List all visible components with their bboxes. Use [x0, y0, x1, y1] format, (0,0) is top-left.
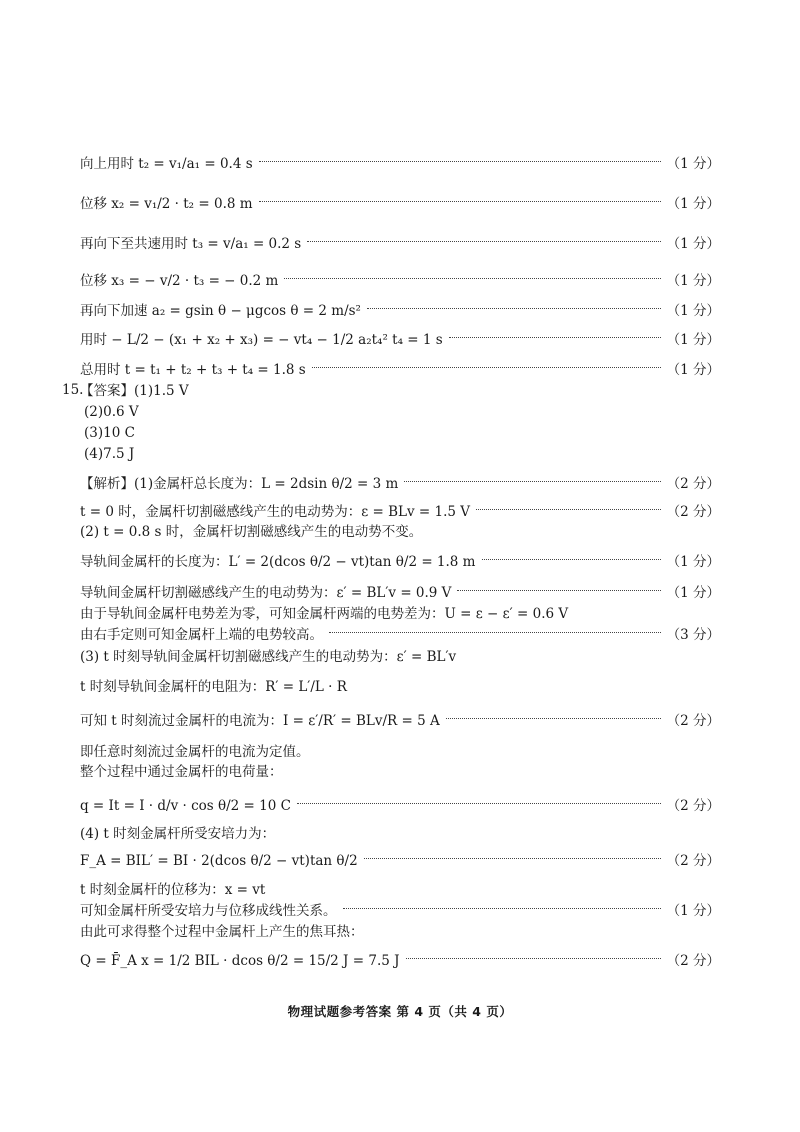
dot-leader [364, 858, 661, 859]
solution-line [80, 155, 720, 173]
solution-line [80, 902, 720, 920]
dot-leader [446, 718, 661, 719]
score-label: （1 分） [666, 585, 720, 601]
solution-line [80, 302, 720, 320]
score-label: （1 分） [666, 554, 720, 570]
formula-text: 导轨间金属杆的长度为：L′ = 2(dcos θ/2 − vt)tan θ/2 = 1.8 m [80, 554, 476, 570]
score-label: （1 分） [666, 362, 720, 378]
dot-leader [284, 278, 660, 279]
answer-item: (4)7.5 J [84, 446, 135, 462]
formula-text: 导轨间金属杆切割磁感线产生的电动势为：ε′ = BL′v = 0.9 V [80, 585, 452, 601]
solution-line [80, 605, 720, 623]
dot-leader [297, 803, 661, 804]
solution-line [80, 648, 720, 666]
score-label: （1 分） [666, 303, 720, 319]
solution-line [80, 523, 720, 541]
dot-leader [482, 559, 661, 560]
formula-text: 位移 x₂ = v₁/2 · t₂ = 0.8 m [80, 196, 253, 212]
formula-text: t 时刻金属杆的位移为：x = vt [80, 882, 266, 898]
dot-leader [259, 201, 661, 202]
dot-leader [307, 241, 660, 242]
formula-text: 由于导轨间金属杆电势差为零，可知金属杆两端的电势差为：U = ε − ε′ = 0.6 V [80, 606, 569, 622]
solution-line [80, 743, 720, 761]
solution-line [80, 852, 720, 870]
dot-leader [476, 509, 661, 510]
solution-line [80, 825, 720, 843]
formula-text: 由右手定则可知金属杆上端的电势较高。 [80, 627, 323, 643]
formula-text: t = 0 时，金属杆切割磁感线产生的电动势为：ε = BLv = 1.5 V [80, 504, 471, 520]
score-label: （1 分） [666, 156, 720, 172]
solution-line [80, 235, 720, 253]
question-number: 15. [62, 382, 84, 398]
formula-text: q = It = I · d/v · cos θ/2 = 10 C [80, 798, 291, 814]
answer-item: (3)10 C [84, 425, 135, 441]
score-label: （1 分） [666, 196, 720, 212]
formula-text: F_A = BIL′ = BI · 2(dcos θ/2 − vt)tan θ/2 [80, 853, 358, 869]
dot-leader [449, 337, 661, 338]
score-label: （2 分） [666, 953, 720, 969]
dot-leader [457, 590, 660, 591]
answer-item: (2)0.6 V [84, 404, 139, 420]
formula-text: 可知金属杆所受安培力与位移成线性关系。 [80, 903, 337, 919]
score-label: （3 分） [666, 627, 720, 643]
solution-line [80, 763, 720, 781]
formula-text: Q = F̄_A x = 1/2 BIL · dcos θ/2 = 15/2 J = 7.5 J [80, 953, 400, 969]
formula-text: (3) t 时刻导轨间金属杆切割磁感线产生的电动势为：ε′ = BL′v [80, 649, 457, 665]
dot-leader [367, 308, 661, 309]
formula-text: 再向下加速 a₂ = gsin θ − μgcos θ = 2 m/s² [80, 303, 361, 319]
solution-line [80, 678, 720, 696]
solution-line [80, 361, 720, 379]
formula-text: (4) t 时刻金属杆所受安培力为： [80, 826, 276, 842]
solution-line [80, 881, 720, 899]
answer-heading: 【答案】(1)1.5 V [80, 383, 189, 399]
dot-leader [404, 481, 660, 482]
solution-line [80, 553, 720, 571]
solution-line [80, 331, 720, 349]
solution-line [80, 195, 720, 213]
formula-text: 向上用时 t₂ = v₁/a₁ = 0.4 s [80, 156, 253, 172]
formula-text: 位移 x₃ = − v/2 · t₃ = − 0.2 m [80, 273, 279, 289]
formula-text: 用时 − L/2 − (x₁ + x₂ + x₃) = − vt₄ − 1/2 a₂t₄² t₄ = 1 s [80, 332, 443, 348]
score-label: （1 分） [666, 236, 720, 252]
solution-line [80, 626, 720, 644]
dot-leader [259, 161, 661, 162]
solution-line [80, 475, 720, 493]
score-label: （2 分） [666, 853, 720, 869]
solution-line [80, 923, 720, 941]
formula-text: (2) t = 0.8 s 时，金属杆切割磁感线产生的电动势不变。 [80, 524, 423, 540]
formula-text: 即任意时刻流过金属杆的电流为定值。 [80, 744, 310, 760]
formula-text: 总用时 t = t₁ + t₂ + t₃ + t₄ = 1.8 s [80, 362, 306, 378]
score-label: （1 分） [666, 903, 720, 919]
solution-line [80, 272, 720, 290]
dot-leader [406, 958, 661, 959]
page-footer: 物理试题参考答案 第 4 页（共 4 页） [287, 1004, 513, 1019]
dot-leader [343, 908, 661, 909]
solution-line [80, 712, 720, 730]
solution-line [80, 952, 720, 970]
score-label: （1 分） [666, 273, 720, 289]
formula-text: t 时刻导轨间金属杆的电阻为：R′ = L′/L · R [80, 679, 347, 695]
score-label: （2 分） [666, 713, 720, 729]
solution-line [80, 503, 720, 521]
formula-text: 再向下至共速用时 t₃ = v/a₁ = 0.2 s [80, 236, 302, 252]
formula-text: 由此可求得整个过程中金属杆上产生的焦耳热： [80, 924, 364, 940]
score-label: （2 分） [666, 798, 720, 814]
dot-leader [312, 367, 661, 368]
score-label: （2 分） [666, 476, 720, 492]
score-label: （1 分） [666, 332, 720, 348]
solution-line [80, 584, 720, 602]
dot-leader [329, 632, 661, 633]
formula-text: 可知 t 时刻流过金属杆的电流为：I = ε′/R′ = BLv/R = 5 A [80, 713, 440, 729]
solution-line [80, 797, 720, 815]
formula-text: 【解析】(1)金属杆总长度为：L = 2dsin θ/2 = 3 m [80, 476, 399, 492]
score-label: （2 分） [666, 504, 720, 520]
formula-text: 整个过程中通过金属杆的电荷量： [80, 764, 283, 780]
